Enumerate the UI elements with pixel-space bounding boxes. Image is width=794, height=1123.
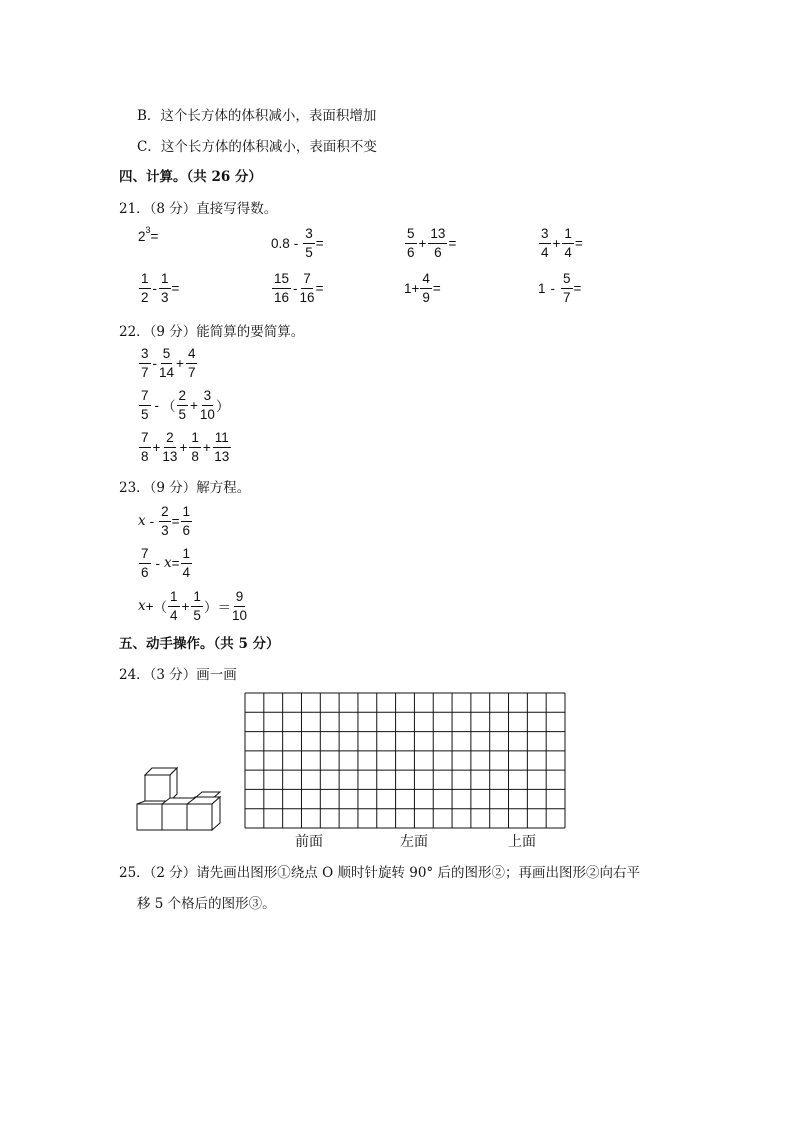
numerator: 9: [234, 590, 246, 607]
denominator: 6: [182, 522, 191, 538]
fraction: [200, 389, 215, 421]
q21-expr-1: [138, 224, 159, 244]
exponent: 3: [145, 224, 151, 235]
plus-sign: +: [145, 598, 154, 614]
denominator: 6: [141, 564, 149, 580]
equals: =: [448, 235, 457, 251]
q22-expr-3: [138, 431, 232, 463]
q21-expr-7: [404, 272, 441, 304]
plus-sign: +: [552, 235, 561, 251]
numerator: 11: [213, 431, 231, 448]
fraction: [181, 547, 193, 579]
denominator: 14: [159, 364, 175, 380]
fraction: [405, 227, 417, 259]
numerator: 7: [139, 547, 151, 564]
fraction: [213, 431, 231, 463]
denominator: 10: [231, 607, 247, 623]
denominator: 8: [141, 448, 149, 464]
q23-title: 23．（9 分）解方程。: [119, 480, 251, 496]
section-5-title: 五、动手操作。（共 5 分）: [119, 636, 280, 652]
denominator: 7: [141, 364, 149, 380]
fraction: [159, 347, 174, 379]
minus-sign: -: [293, 235, 299, 251]
equals: =: [315, 280, 324, 296]
fraction: [162, 431, 177, 463]
denominator: 4: [170, 607, 178, 623]
q21-title: 21．（8 分）直接写得数。: [119, 201, 278, 217]
numerator: 1: [181, 547, 193, 564]
fraction: [139, 272, 151, 304]
denominator: 4: [182, 564, 191, 580]
variable-x: x: [138, 598, 146, 614]
left-paren: （: [162, 399, 176, 414]
fraction: [139, 547, 151, 579]
minus-sign: -: [154, 397, 160, 413]
numerator: 1: [181, 505, 193, 522]
q21-expr-8: [538, 272, 581, 304]
fraction: [539, 227, 551, 259]
top-view-label: 上面: [508, 834, 536, 850]
denominator: 5: [141, 406, 149, 422]
number: 1+: [404, 280, 420, 296]
q21-expr-5: [138, 272, 179, 304]
left-view-label: 左面: [400, 834, 428, 850]
equals: =: [171, 280, 180, 296]
fraction: [168, 590, 180, 622]
denominator: 4: [564, 244, 572, 260]
numerator: 5: [161, 347, 173, 364]
numerator: 1: [562, 227, 574, 244]
plus-sign: +: [418, 235, 427, 251]
equals: =: [432, 280, 441, 296]
numerator: 4: [420, 272, 432, 289]
denominator: 16: [274, 289, 290, 305]
denominator: 2: [141, 289, 149, 305]
fraction: [272, 272, 291, 304]
fraction: [428, 227, 447, 259]
equals: ＝: [217, 600, 231, 615]
right-paren: ）: [215, 399, 230, 414]
numerator: 3: [202, 389, 214, 406]
numerator: 1: [189, 431, 201, 448]
numerator: 2: [164, 431, 176, 448]
numerator: 3: [139, 347, 151, 364]
base: 2: [138, 229, 146, 244]
equals: =: [150, 229, 159, 244]
denominator: 3: [161, 522, 169, 538]
q21-expr-6: [271, 272, 323, 304]
option-b: B．这个长方体的体积减小，表面积增加: [137, 108, 377, 124]
plus-sign: +: [152, 439, 161, 455]
minus-sign: -: [152, 355, 158, 371]
numerator: 2: [159, 505, 171, 522]
fraction: [232, 590, 247, 622]
q21-expr-3: [404, 227, 456, 259]
denominator: 3: [161, 289, 169, 305]
q25-text-line-2: 移 5 个格后的图形③。: [137, 896, 276, 912]
denominator: 16: [299, 289, 315, 305]
q21-expr-4: [538, 227, 583, 259]
numerator: 1: [139, 272, 151, 289]
left-paren: （: [153, 600, 168, 615]
drawing-grid[interactable]: [244, 692, 566, 829]
minus-sign: -: [152, 280, 158, 296]
equals: =: [171, 513, 180, 529]
variable-x: x: [164, 555, 172, 571]
denominator: 9: [422, 289, 430, 305]
numerator: 7: [139, 389, 151, 406]
numerator: 1: [191, 590, 203, 607]
fraction: [159, 505, 171, 537]
section-4-title: 四、计算。（共 26 分）: [119, 169, 262, 185]
fraction: [303, 227, 315, 259]
q25-text-line-1: 25．（2 分）请先画出图形①绕点 O 顺时针旋转 90° 后的图形②；再画出图形②向右平: [119, 865, 640, 881]
plus-sign: +: [179, 439, 188, 455]
minus-sign: -: [550, 280, 556, 296]
equals: =: [574, 235, 583, 251]
q23-expr-2: [138, 547, 193, 579]
denominator: 13: [214, 448, 230, 464]
fraction: [191, 590, 203, 622]
minus-sign: -: [149, 513, 155, 529]
q22-expr-2: [138, 389, 229, 421]
equals: =: [171, 555, 180, 571]
numerator: 1: [168, 590, 180, 607]
q22-expr-1: [138, 347, 198, 379]
fraction: [139, 347, 151, 379]
numerator: 2: [177, 389, 189, 406]
numerator: 15: [272, 272, 291, 289]
denominator: 5: [178, 406, 187, 422]
denominator: 7: [187, 364, 196, 380]
fraction: [562, 227, 574, 259]
q23-expr-1: [138, 505, 193, 537]
number: 0.8: [271, 235, 290, 251]
fraction: [139, 389, 151, 421]
numerator: 13: [428, 227, 447, 244]
fraction: [420, 272, 432, 304]
numerator: 5: [561, 272, 573, 289]
number: 1: [538, 280, 546, 296]
plus-sign: +: [181, 598, 190, 614]
variable-x: x: [138, 513, 146, 529]
numerator: 1: [159, 272, 171, 289]
right-paren: ）: [203, 600, 218, 615]
denominator: 5: [305, 244, 313, 260]
fraction: [177, 389, 189, 421]
plus-sign: +: [202, 439, 211, 455]
fraction: [561, 272, 573, 304]
front-view-label: 前面: [295, 834, 323, 850]
numerator: 4: [186, 347, 198, 364]
fraction: [181, 505, 193, 537]
plus-sign: +: [176, 355, 184, 371]
fraction: [189, 431, 201, 463]
fraction: [159, 272, 171, 304]
fraction: [139, 431, 151, 463]
denominator: 6: [434, 244, 442, 260]
option-c: C．这个长方体的体积减小，表面积不变: [137, 139, 377, 155]
plus-sign: +: [190, 397, 198, 413]
denominator: 7: [563, 289, 571, 305]
denominator: 13: [162, 448, 178, 464]
equals: =: [315, 235, 324, 251]
numerator: 7: [301, 272, 313, 289]
q22-title: 22．（9 分）能简算的要简算。: [119, 324, 305, 340]
denominator: 4: [541, 244, 549, 260]
denominator: 6: [407, 244, 415, 260]
cube-figure: [135, 766, 230, 832]
equals: =: [573, 280, 582, 296]
numerator: 3: [303, 227, 315, 244]
minus-sign: -: [293, 280, 298, 296]
fraction: [300, 272, 315, 304]
q24-title: 24．（3 分）画一画: [119, 667, 237, 683]
minus-sign: -: [155, 555, 161, 571]
q21-expr-2: [271, 227, 324, 259]
denominator: 8: [191, 448, 199, 464]
denominator: 10: [199, 406, 215, 422]
denominator: 5: [193, 607, 201, 623]
q23-expr-3: [138, 590, 248, 622]
numerator: 5: [405, 227, 417, 244]
fraction: [186, 347, 198, 379]
numerator: 7: [139, 431, 151, 448]
numerator: 3: [539, 227, 551, 244]
